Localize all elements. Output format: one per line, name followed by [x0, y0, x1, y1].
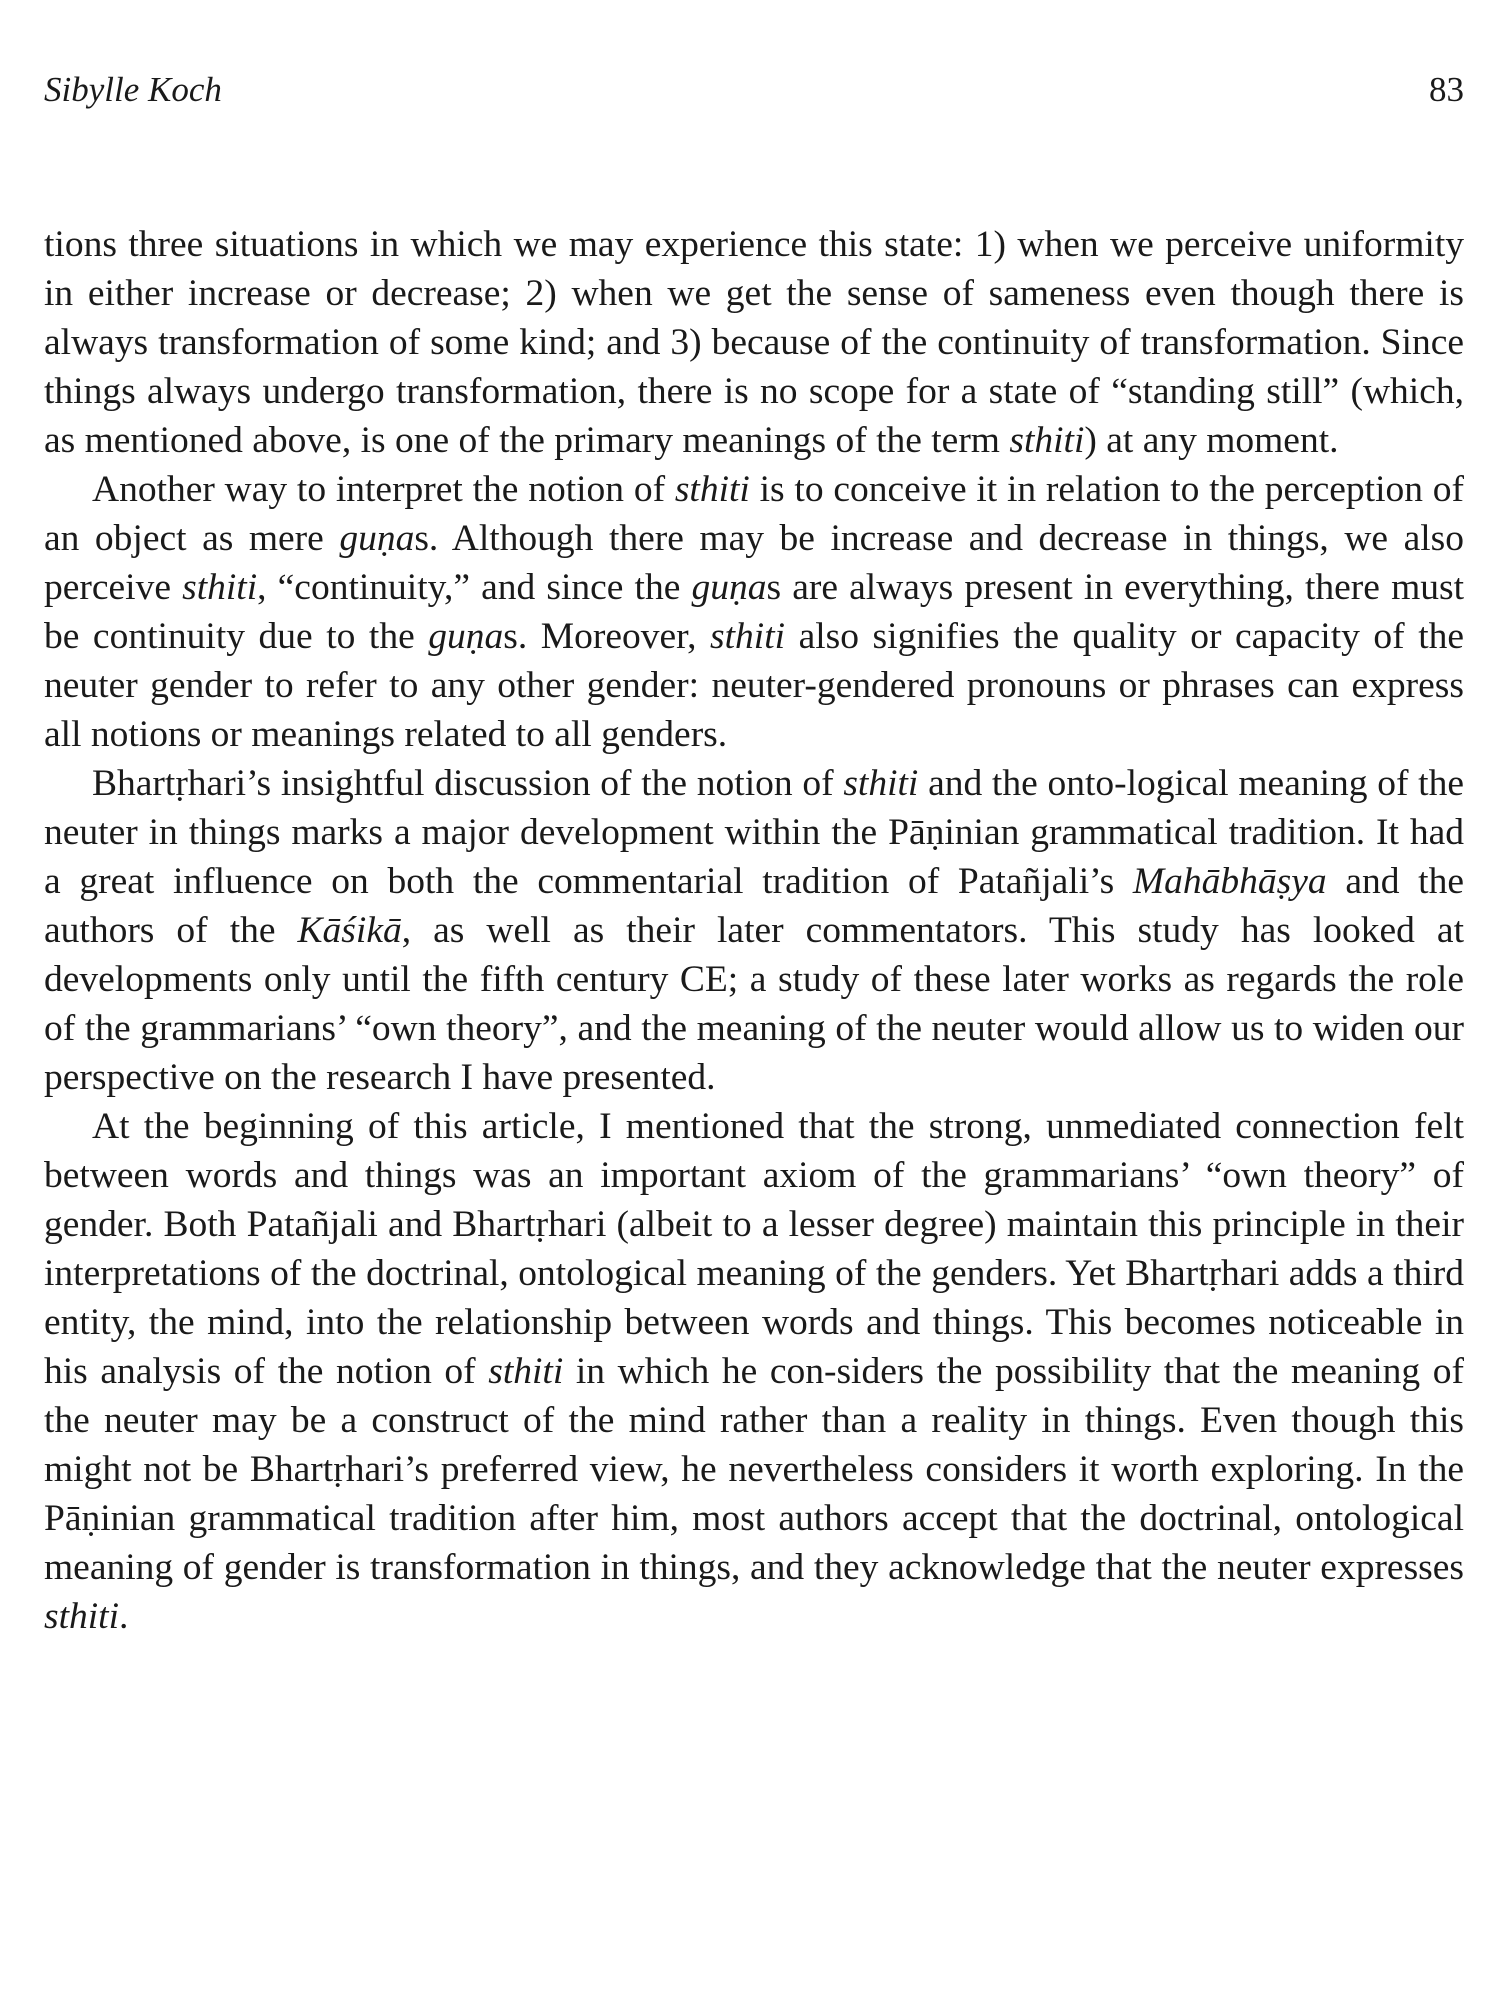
paragraph [44, 1102, 1464, 1641]
text-run: in which he con-siders the possibility that the meaning of the neuter may be a construct of the mind rather than a reality in things. Even though this might not be Bhartṛhari’s preferred view, he nevertheless considers it worth exploring. In the Pāṇinian grammatical tradition after him, most authors accept that the doctrinal, ontological meaning of gender is transformation in things, and they acknowledge that the neuter expresses [44, 1351, 1464, 1588]
paragraph [44, 759, 1464, 1102]
italic-term: Kāśikā [297, 910, 402, 951]
italic-term: guṇa [691, 567, 767, 608]
italic-term: sthiti [710, 616, 786, 657]
text-run: tions three situations in which we may experience this state: 1) when we perceive uniformity in either increase or decrease; 2) when we get the sense of sameness even though there is always transformation of some kind; and 3) because of the continuity of transformation. Since things always undergo transformation, there is no scope for a state of “standing still” (which, as mentioned above, is one of the primary meanings of the term [44, 224, 1464, 461]
running-head-author: Sibylle Koch [44, 70, 222, 109]
text-run: s. Moreover, [503, 616, 711, 657]
text-run: , as well as their later commentators. This study has looked at developments only until the fifth century CE; a study of these later works as regards the role of the grammarians’ “own theory”, and the meaning of the neuter would allow us to widen our perspective on the research I have presented. [44, 910, 1464, 1098]
text-run: is to conceive it in relation to the perception of an object as mere [44, 469, 1464, 559]
italic-term: sthiti [182, 567, 258, 608]
text-run: and the onto-logical meaning of the neuter in things marks a major development within the Pāṇinian grammatical tradition. It had a great influence on both the commentarial tradition of Patañjali’s [44, 763, 1464, 902]
running-head [44, 60, 1464, 120]
text-run: ) at any moment. [1084, 420, 1339, 461]
book-page [44, 60, 1464, 1641]
italic-term: sthiti [843, 763, 919, 804]
italic-term: Mahābhāṣya [1132, 861, 1327, 902]
text-run: and the authors of the [44, 861, 1464, 951]
text-run: Bhartṛhari’s insightful discussion of the notion of [92, 763, 844, 804]
text-run: s. Although there may be increase and decrease in things, we also perceive [44, 518, 1465, 608]
italic-term: guṇa [339, 518, 415, 559]
text-run: Another way to interpret the notion of [92, 469, 675, 510]
italic-term: sthiti [44, 1596, 120, 1637]
text-run: . [119, 1596, 129, 1637]
text-run: s are always present in everything, there must be continuity due to the [44, 567, 1464, 657]
italic-term: sthiti [1009, 420, 1085, 461]
paragraph [44, 465, 1464, 759]
italic-term: sthiti [488, 1351, 564, 1392]
italic-term: sthiti [674, 469, 750, 510]
page-number: 83 [1429, 70, 1464, 109]
text-run: also signifies the quality or capacity of the neuter gender to refer to any other gender: neuter-gendered pronouns or phrases can express all notions or meanings related to all genders. [44, 616, 1465, 755]
body-text [44, 220, 1464, 1641]
text-run: , “continuity,” and since the [257, 567, 692, 608]
italic-term: guṇa [428, 616, 504, 657]
paragraph [44, 220, 1464, 465]
text-run: At the beginning of this article, I mentioned that the strong, unmediated connection felt between words and things was an important axiom of the grammarians’ “own theory” of gender. Both Patañjali and Bhartṛhari (albeit to a lesser degree) maintain this principle in their interpretations of the doctrinal, ontological meaning of the genders. Yet Bhartṛhari adds a third entity, the mind, into the relationship between words and things. This becomes noticeable in his analysis of the notion of [44, 1106, 1464, 1392]
